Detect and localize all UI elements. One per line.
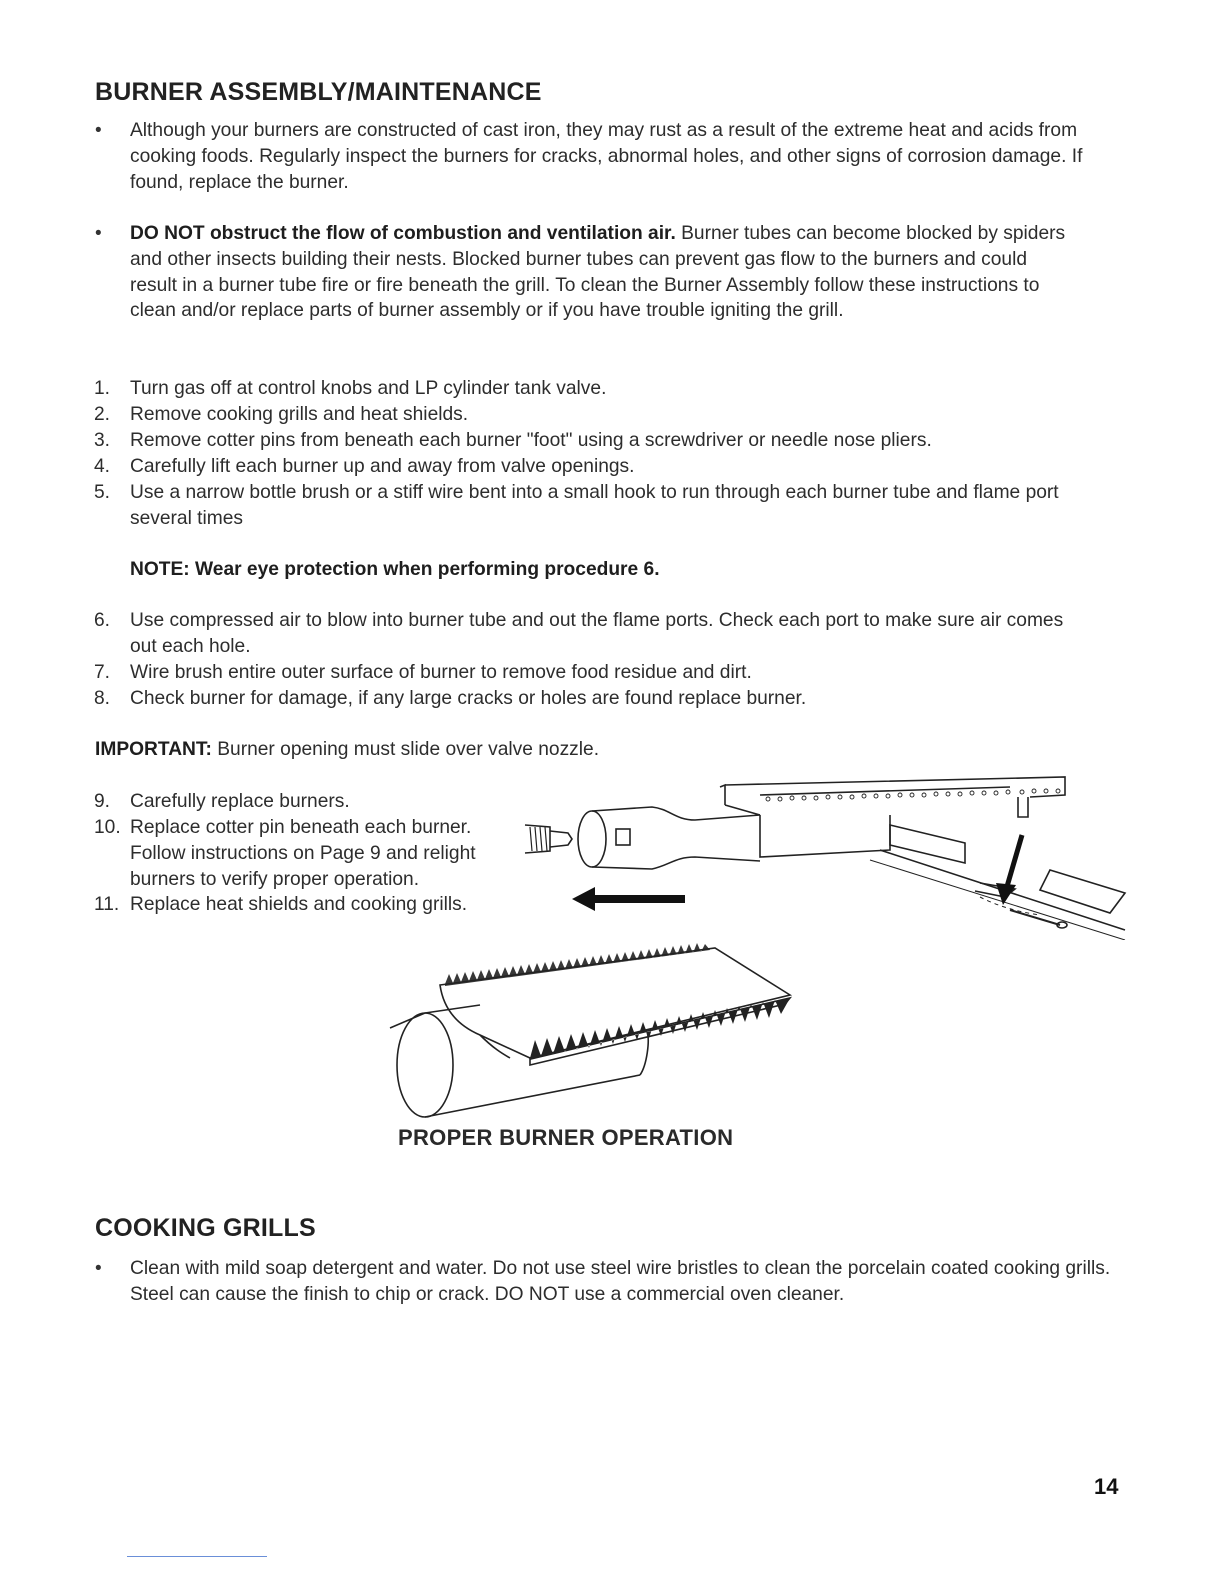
footer-rule bbox=[127, 1556, 267, 1557]
bullet-dot: • bbox=[95, 1258, 102, 1279]
section-title-burner-assembly: BURNER ASSEMBLY/MAINTENANCE bbox=[95, 78, 542, 106]
section-title-cooking-grills: COOKING GRILLS bbox=[95, 1214, 316, 1242]
important-notice bbox=[95, 737, 895, 763]
step-number: 1. bbox=[94, 378, 111, 399]
step-number: 2. bbox=[94, 404, 111, 425]
page-number: 14 bbox=[1094, 1474, 1119, 1499]
step-number: 11. bbox=[94, 894, 120, 915]
step-text: Remove cooking grills and heat shields. bbox=[130, 404, 469, 425]
bullet-text: Burner tubes can become blocked by spiders and other insects building their nests. Blocked burner tubes can prevent gas flow to the burners and could result in a burner tube fire or fire beneath the grill. To clean the Burner Assembly follow these instructions to clean and/or replace parts of burner assembly or if you have trouble igniting the grill. bbox=[130, 223, 1066, 322]
step-text: Wire brush entire outer surface of burner to remove food residue and dirt. bbox=[130, 662, 752, 683]
bullet-paragraph-grills bbox=[130, 1256, 1115, 1308]
figure-caption: PROPER BURNER OPERATION bbox=[398, 1125, 734, 1150]
burner-valve-diagram-icon bbox=[510, 765, 1135, 940]
step-text: Use a narrow bottle brush or a stiff wire bent into a small hook to run through each burner tube and flame port several times bbox=[130, 482, 1059, 529]
bullet-bold-lead: DO NOT obstruct the flow of combustion and ventilation air. bbox=[130, 223, 676, 244]
step-number: 7. bbox=[94, 662, 111, 683]
step-number: 9. bbox=[94, 791, 111, 812]
step-text: Replace heat shields and cooking grills. bbox=[130, 894, 468, 915]
step-number: 8. bbox=[94, 688, 111, 709]
important-label: IMPORTANT: bbox=[95, 739, 212, 760]
step-number: 3. bbox=[94, 430, 111, 451]
step-text: Check burner for damage, if any large cracks or holes are found replace burner. bbox=[130, 688, 807, 709]
step-text: Use compressed air to blow into burner tube and out the flame ports. Check each port to make sure air comes out each hole. bbox=[130, 610, 1064, 657]
bullet-paragraph-obstruct bbox=[130, 221, 1075, 324]
bullet-text: Although your burners are constructed of cast iron, they may rust as a result of the extreme heat and acids from cooking foods. Regularly inspect the burners for cracks, abnormal holes, and other signs of corrosion damage. If found, replace the burner. bbox=[130, 120, 1083, 193]
bullet-paragraph-rust bbox=[130, 118, 1115, 195]
note-eye-protection: NOTE: Wear eye protection when performing procedure 6. bbox=[130, 559, 660, 580]
step-number: 6. bbox=[94, 610, 111, 631]
step-text: Carefully lift each burner up and away from valve openings. bbox=[130, 456, 635, 477]
step-text: Replace cotter pin beneath each burner. Follow instructions on Page 9 and relight burners to verify proper operation. bbox=[130, 817, 476, 890]
step-number: 4. bbox=[94, 456, 111, 477]
bullet-dot: • bbox=[95, 120, 102, 141]
step-number: 10. bbox=[94, 817, 121, 838]
step-number: 5. bbox=[94, 482, 111, 503]
burner-flame-diagram-icon bbox=[385, 940, 805, 1120]
bullet-dot: • bbox=[95, 223, 102, 244]
step-text: Carefully replace burners. bbox=[130, 791, 350, 812]
bullet-text: Clean with mild soap detergent and water. Do not use steel wire bristles to clean the porcelain coated cooking grills. Steel can cause the finish to chip or crack. DO NOT use a commercial oven cleaner. bbox=[130, 1258, 1111, 1305]
step-text: Turn gas off at control knobs and LP cylinder tank valve. bbox=[130, 378, 607, 399]
step-text: Remove cotter pins from beneath each burner "foot" using a screwdriver or needle nose pliers. bbox=[130, 430, 932, 451]
important-text: Burner opening must slide over valve nozzle. bbox=[211, 739, 600, 760]
